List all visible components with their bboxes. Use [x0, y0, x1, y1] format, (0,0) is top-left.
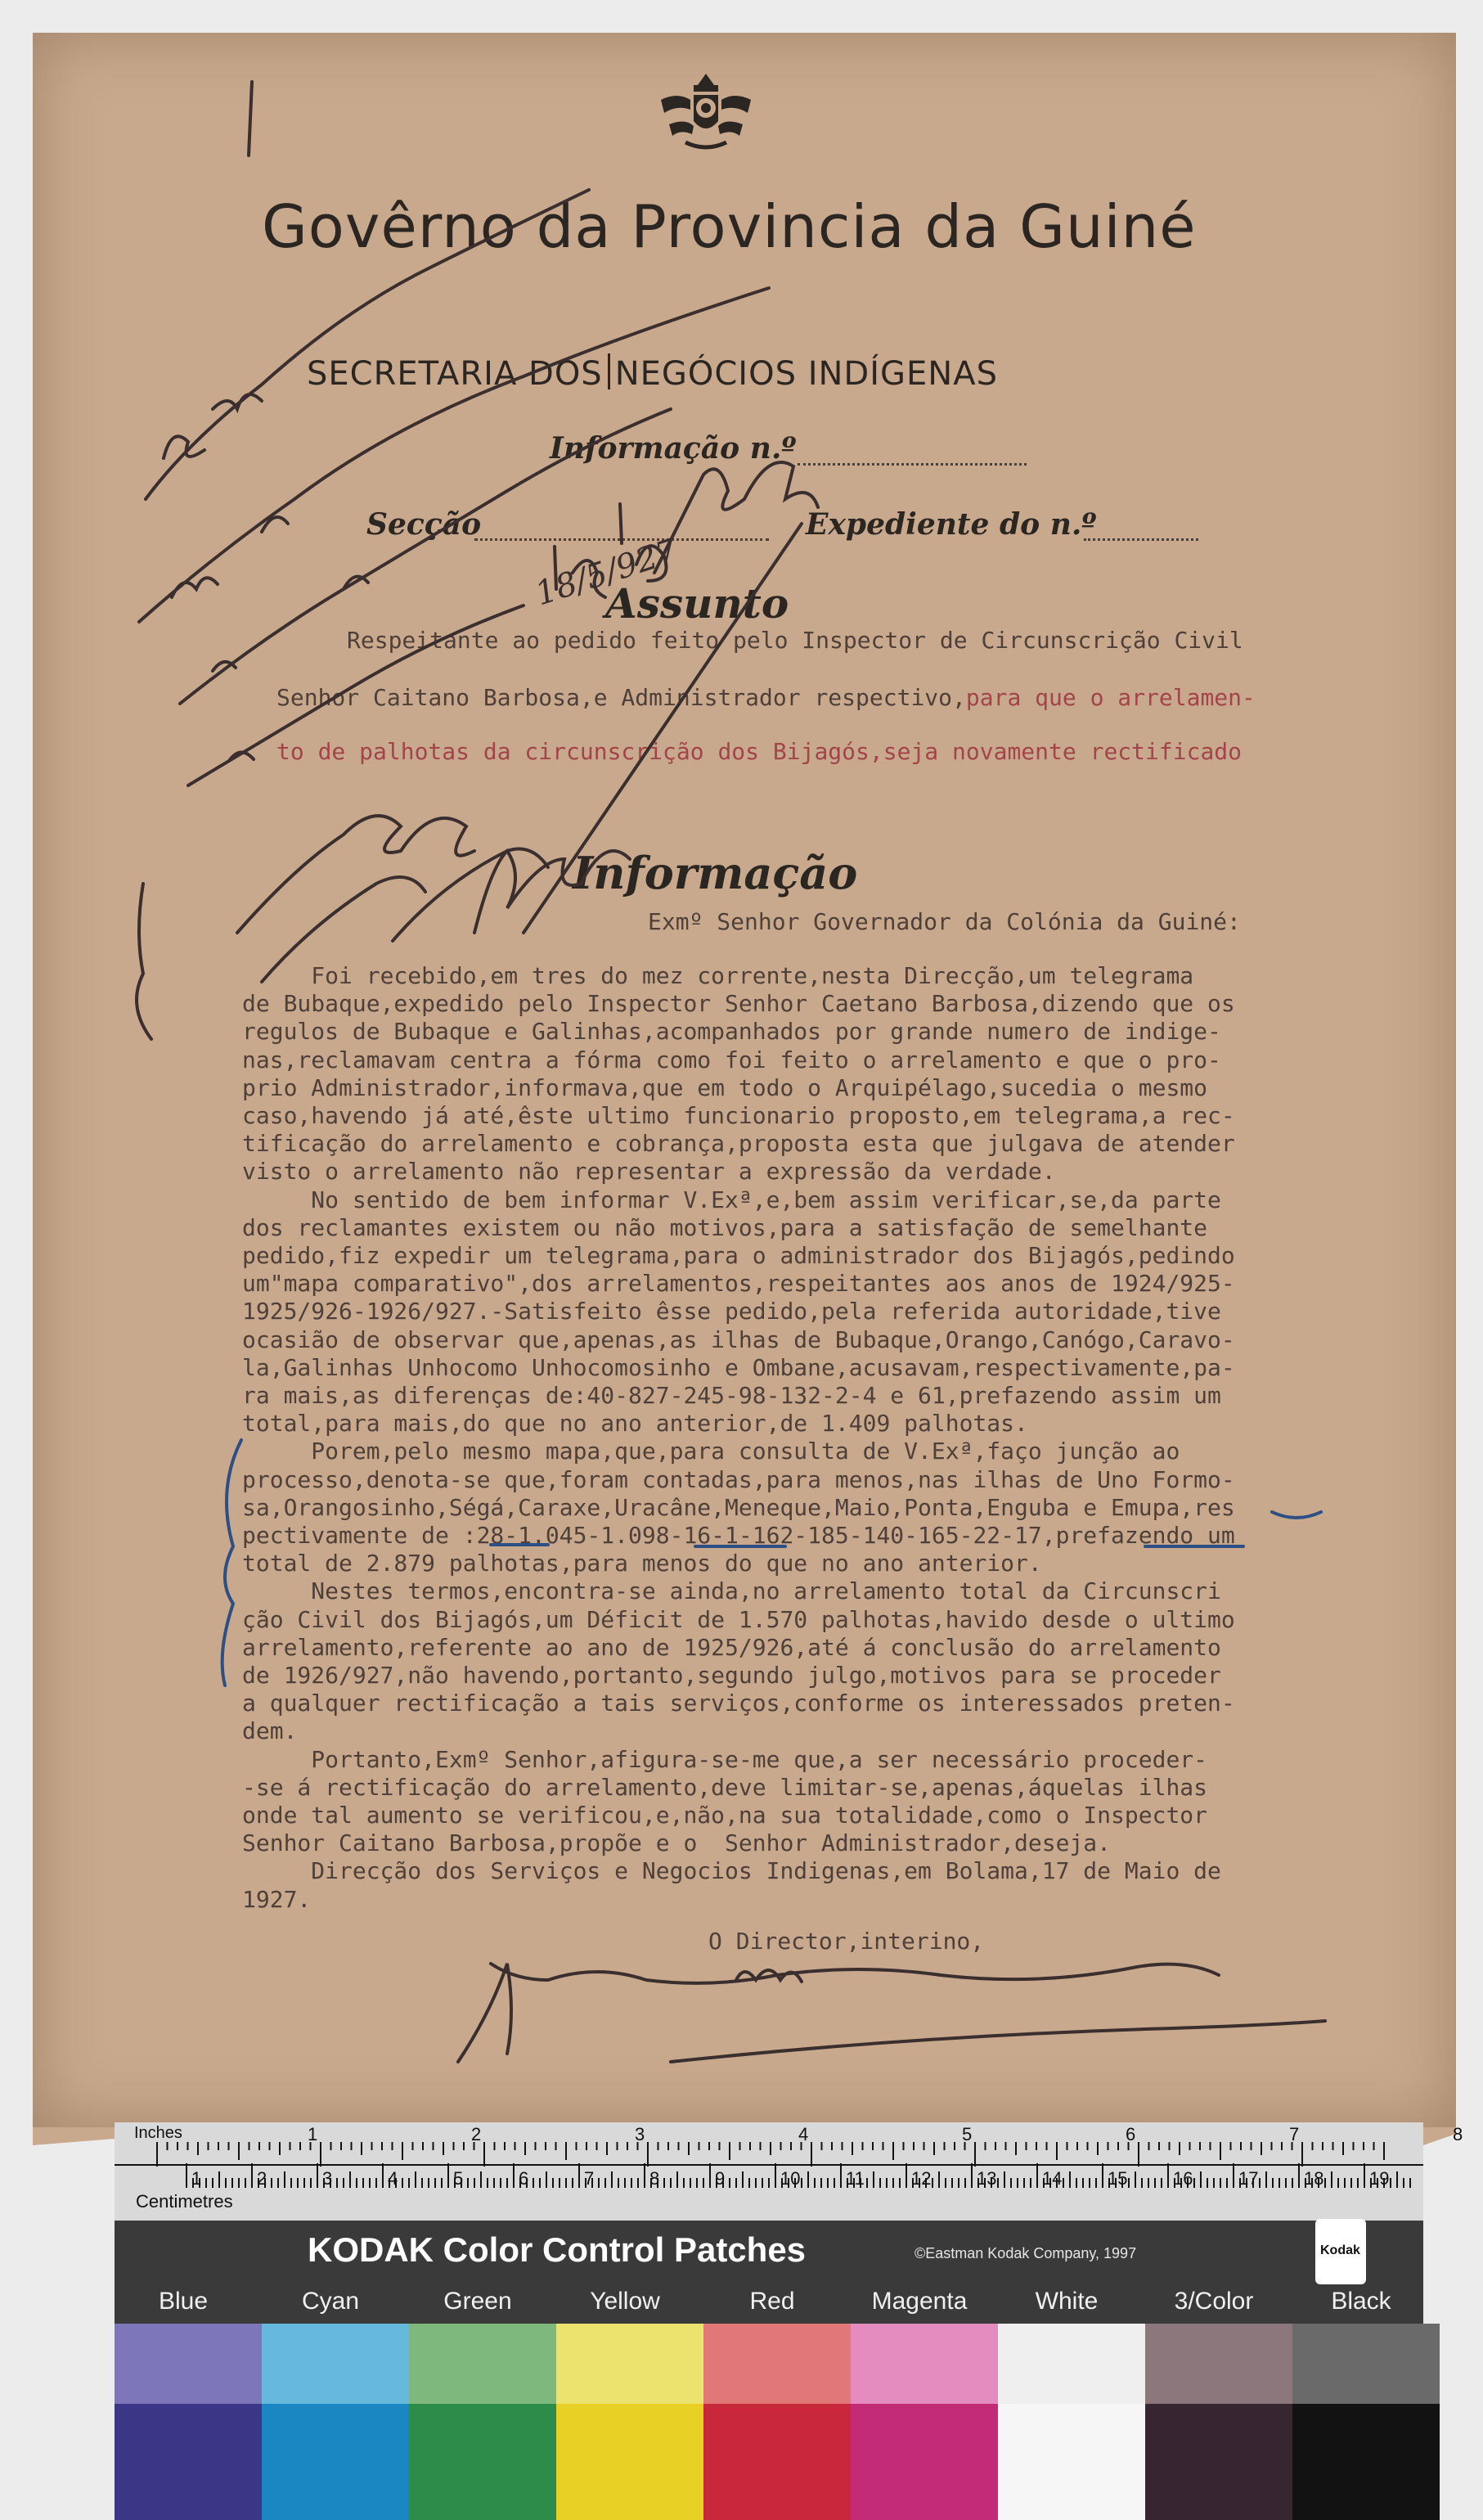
- inch-number: 3: [635, 2124, 645, 2144]
- color-patch-bottom-blue: [115, 2404, 262, 2520]
- color-patch-top-black: [1292, 2324, 1440, 2404]
- body-line: Portanto,Exmº Senhor,afigura-se-me que,a ser necessário proceder-: [242, 1746, 1208, 1773]
- patch-label-blue: Blue: [158, 2288, 209, 2315]
- assunto-line-2-text: Senhor Caitano Barbosa,e Administrador respectivo,: [276, 684, 966, 711]
- assunto-line-1: Respeitante ao pedido feito pelo Inspector de Circunscrição Civil: [347, 627, 1243, 654]
- cm-number: 15: [1108, 2168, 1128, 2189]
- body-line: Direcção dos Serviços e Negocios Indigenas,em Bolama,17 de Maio de: [242, 1857, 1221, 1884]
- centimetres-label: Centimetres: [136, 2191, 233, 2212]
- patch-label-3-color: 3/Color: [1174, 2288, 1254, 2315]
- body-line: um"mapa comparativo",dos arrelamentos,respeitantes aos anos de 1924/925-: [242, 1270, 1235, 1297]
- kodak-logo-icon: [1315, 2219, 1366, 2284]
- color-patch-bottom-cyan: [262, 2404, 409, 2520]
- kodak-copyright: ©Eastman Kodak Company, 1997: [915, 2245, 1137, 2261]
- assunto-line-2-red: para que o arrelamen-: [965, 684, 1256, 711]
- body-line: 1925/926-1926/927.-Satisfeito êsse pedido,pela referida autoridade,tive: [242, 1298, 1221, 1325]
- color-patch-bottom-yellow: [556, 2404, 703, 2520]
- kodak-color-control-strip: [115, 2122, 1463, 2520]
- body-line: arrelamento,referente ao ano de 1925/926,até á conclusão do arrelamento: [242, 1634, 1221, 1661]
- color-patch-top-green: [409, 2324, 556, 2404]
- salutation: Exmº Senhor Governador da Colónia da Guiné:: [648, 908, 1241, 935]
- body-line: Nestes termos,encontra-se ainda,no arrelamento total da Circunscri: [242, 1577, 1221, 1604]
- patch-label-red: Red: [749, 2288, 795, 2315]
- color-patch-bottom-3-color: [1145, 2404, 1292, 2520]
- cm-number: 17: [1238, 2168, 1259, 2189]
- cm-number: 8: [649, 2168, 660, 2189]
- body-line: prio Administrador,informava,que em todo o Arquipélago,sucedia o mesmo: [242, 1074, 1208, 1101]
- cm-number: 4: [388, 2168, 398, 2189]
- body-line: visto o arrelamento não representar a expressão da verdade.: [242, 1158, 1056, 1185]
- patch-label-black: Black: [1331, 2288, 1391, 2315]
- body-line: ocasião de observar que,apenas,as ilhas de Bubaque,Orango,Canógo,Caravo-: [242, 1326, 1235, 1353]
- body-line: total,para mais,do que no ano anterior,de 1.409 palhotas.: [242, 1410, 1028, 1437]
- cm-number: 16: [1173, 2168, 1193, 2189]
- body-line: tificação do arrelamento e cobrança,proposta esta que julgava de atender: [242, 1130, 1235, 1157]
- color-patch-top-yellow: [556, 2324, 703, 2404]
- color-patch-top-magenta: [851, 2324, 998, 2404]
- kodak-title: KODAK Color Control Patches: [308, 2230, 807, 2269]
- color-patch-top-red: [703, 2324, 851, 2404]
- expediente-line: [1084, 538, 1198, 541]
- patch-label-white: White: [1035, 2288, 1099, 2315]
- seccao-label: Secção: [366, 507, 482, 542]
- subtitle-right: NEGÓCIOS INDÍGENAS: [614, 355, 998, 393]
- government-title: Govêrno da Provincia da Guiné: [262, 192, 1197, 261]
- patch-labels: [115, 2288, 1423, 2320]
- director-closing: O Director,interino,: [708, 1928, 985, 1955]
- patch-label-magenta: Magenta: [871, 2288, 968, 2315]
- expediente-label: Expediente do n.º: [806, 507, 1097, 542]
- body-line: Porem,pelo mesmo mapa,que,para consulta de V.Exª,faço junção ao: [242, 1438, 1180, 1465]
- body-line: regulos de Bubaque e Galinhas,acompanhados por grande numero de indige-: [242, 1018, 1221, 1045]
- body-line: a qualquer rectificação a tais serviços,conforme os interessados preten-: [242, 1690, 1235, 1717]
- color-patch-bottom-black: [1292, 2404, 1440, 2520]
- seccao-line: [474, 538, 769, 541]
- cm-number: 6: [519, 2168, 529, 2189]
- informacao-number-line: [798, 463, 1027, 466]
- body-line: de 1926/927,não havendo,portanto,segundo julgo,motivos para se proceder: [242, 1662, 1221, 1689]
- cm-number: 1: [191, 2168, 202, 2189]
- cm-number: 5: [453, 2168, 464, 2189]
- inch-number: 6: [1126, 2124, 1136, 2144]
- patch-label-yellow: Yellow: [590, 2288, 660, 2315]
- body-line: ção Civil dos Bijagós,um Déficit de 1.570 palhotas,havido desde o ultimo: [242, 1606, 1235, 1633]
- color-patch-top-cyan: [262, 2324, 409, 2404]
- body-line: onde tal aumento se verificou,e,não,na sua totalidade,como o Inspector: [242, 1802, 1208, 1829]
- cm-number: 3: [322, 2168, 333, 2189]
- color-patch-bottom-white: [998, 2404, 1145, 2520]
- color-patch-bottom-red: [703, 2404, 851, 2520]
- body-line: Senhor Caitano Barbosa,propõe e o Senhor Administrador,deseja.: [242, 1829, 1112, 1856]
- body-line: Foi recebido,em tres do mez corrente,nesta Direcção,um telegrama: [242, 962, 1194, 989]
- cm-number: 7: [584, 2168, 595, 2189]
- inch-number: 1: [308, 2124, 318, 2144]
- body-line: pedido,fiz expedir um telegrama,para o administrador dos Bijagós,pedindo: [242, 1242, 1235, 1269]
- informacao-heading: Informação: [573, 847, 858, 899]
- body-line: total de 2.879 palhotas,para menos do que no ano anterior.: [242, 1550, 1042, 1577]
- body-line: nas,reclamavam centra a fórma como foi feito o arrelamento e que o pro-: [242, 1046, 1221, 1073]
- assunto-line-3: to de palhotas da circunscrição dos Bijagós,seja novamente rectificado: [276, 738, 1243, 765]
- cm-number: 10: [780, 2168, 801, 2189]
- inch-number: 4: [798, 2124, 809, 2144]
- cm-number: 13: [977, 2168, 997, 2189]
- margin-date: 18/5/927: [530, 532, 682, 614]
- subtitle-left: SECRETARIA DOS: [307, 355, 603, 393]
- cm-number: 14: [1042, 2168, 1063, 2189]
- body-line: sa,Orangosinho,Ségá,Caraxe,Uracâne,Meneque,Maio,Ponta,Enguba e Emupa,res: [242, 1494, 1235, 1521]
- color-patch-top-3-color: [1145, 2324, 1292, 2404]
- coat-of-arms-icon: [653, 67, 759, 157]
- cm-number: 19: [1369, 2168, 1390, 2189]
- inches-label: Inches: [134, 2124, 182, 2142]
- color-patch-bottom-green: [409, 2404, 556, 2520]
- inch-number: 8: [1453, 2124, 1463, 2144]
- cm-number: 2: [257, 2168, 267, 2189]
- inch-number: 7: [1289, 2124, 1300, 2144]
- cm-number: 11: [846, 2168, 865, 2189]
- color-patch-bottom-magenta: [851, 2404, 998, 2520]
- body-line: processo,denota-se que,foram contadas,para menos,nas ilhas de Uno Formo-: [242, 1466, 1235, 1493]
- cm-number: 9: [715, 2168, 726, 2189]
- body-line: dem.: [242, 1717, 298, 1744]
- kodak-logo-text: Kodak: [1320, 2243, 1360, 2257]
- body-line: 1927.: [242, 1886, 312, 1913]
- assunto-line-2: [276, 684, 1256, 712]
- patch-label-cyan: Cyan: [301, 2288, 360, 2315]
- body-line: pectivamente de :28-1.045-1.098-16-1-162-185-140-165-22-17,prefazendo um: [242, 1522, 1235, 1549]
- patch-label-green: Green: [443, 2288, 512, 2315]
- assunto-heading: Assunto: [605, 579, 789, 628]
- cm-number: 18: [1304, 2168, 1324, 2189]
- body-line: de Bubaque,expedido pelo Inspector Senhor Caetano Barbosa,dizendo que os: [242, 990, 1235, 1017]
- color-patch-top-white: [998, 2324, 1145, 2404]
- cm-number: 12: [911, 2168, 932, 2189]
- body-line: dos reclamantes existem ou não motivos,para a satisfação de semelhante: [242, 1214, 1208, 1241]
- body-line: No sentido de bem informar V.Exª,e,bem assim verificar,se,da parte: [242, 1186, 1221, 1213]
- body-line: caso,havendo já até,êste ultimo funcionario proposto,em telegrama,a rec-: [242, 1102, 1235, 1129]
- body-line: -se á rectificação do arrelamento,deve limitar-se,apenas,áquelas ilhas: [242, 1774, 1208, 1801]
- color-patch-top-blue: [115, 2324, 262, 2404]
- inch-number: 2: [471, 2124, 482, 2144]
- ruler: [115, 2122, 1463, 2221]
- informacao-number-label: Informação n.º: [550, 431, 797, 466]
- body-line: ra mais,as diferenças de:40-827-245-98-132-2-4 e 61,prefazendo assim um: [242, 1382, 1221, 1409]
- body-line: la,Galinhas Unhocomo Unhocomosinho e Ombane,acusavam,respectivamente,pa-: [242, 1354, 1235, 1381]
- secretariat-subtitle: [307, 353, 1207, 393]
- inch-number: 5: [962, 2124, 973, 2144]
- subtitle-divider: [608, 353, 610, 389]
